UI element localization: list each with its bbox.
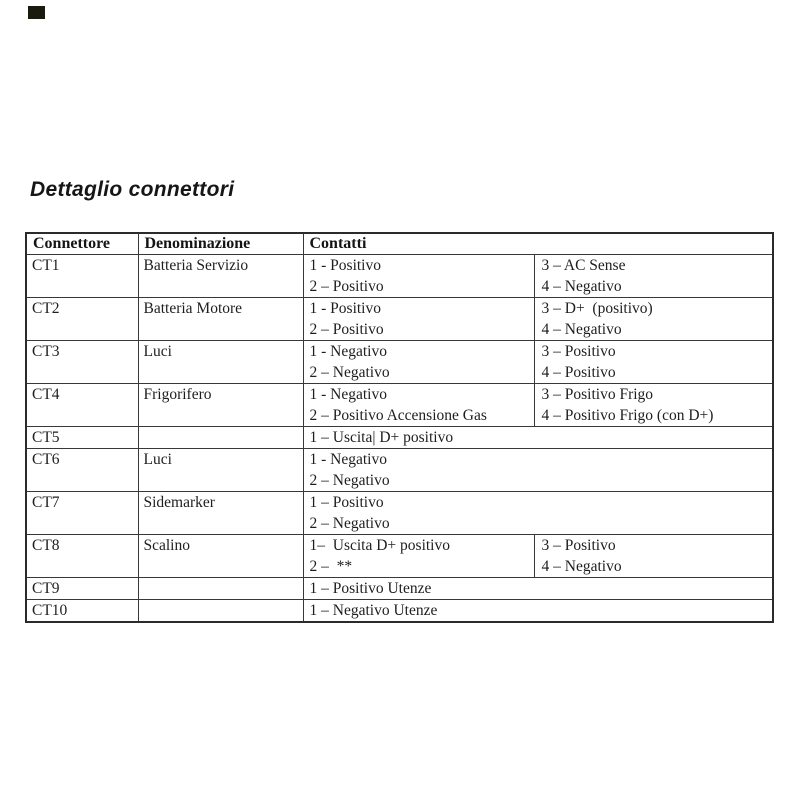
header-row — [26, 233, 773, 255]
connectors-table — [25, 232, 774, 623]
contacts-cell-left — [303, 255, 534, 298]
contacts-cell-left — [303, 427, 773, 449]
contacts-cell-left — [303, 449, 773, 492]
header-connettore: Connettore — [26, 233, 138, 255]
connector-cell: CT8 — [26, 535, 138, 578]
contacts-cell-left — [303, 492, 773, 535]
connector-cell: CT9 — [26, 578, 138, 600]
denomination-cell — [138, 578, 303, 600]
table-row — [26, 449, 773, 492]
contacts-cell-left — [303, 298, 534, 341]
contacts-cell-left — [303, 341, 534, 384]
contact-line: 1 - Negativo — [309, 343, 387, 360]
table-row — [26, 255, 773, 298]
contact-line: 1 - Negativo — [309, 386, 387, 403]
table-row — [26, 341, 773, 384]
contact-line: 3 – AC Sense — [541, 257, 626, 274]
denomination-cell: Batteria Servizio — [138, 255, 303, 298]
contact-line: 1 - Negativo — [309, 451, 387, 468]
contacts-cell-left — [303, 600, 773, 623]
table-row — [26, 535, 773, 578]
contact-line: 1 - Positivo — [309, 300, 381, 317]
connector-cell: CT2 — [26, 298, 138, 341]
page-title: Dettaglio connettori — [30, 178, 235, 201]
contact-line: 1 - Positivo — [309, 257, 381, 274]
connector-cell: CT10 — [26, 600, 138, 623]
table-row — [26, 427, 773, 449]
denomination-cell: Frigorifero — [138, 384, 303, 427]
contact-line: 3 – D+ (positivo) — [541, 300, 653, 317]
connector-cell: CT7 — [26, 492, 138, 535]
contact-line: 4 – Negativo — [541, 278, 622, 295]
contact-line: 2 – Positivo — [309, 278, 384, 295]
contact-line: 1 – Positivo Utenze — [309, 580, 432, 597]
connector-cell: CT3 — [26, 341, 138, 384]
contact-line: 2 – Negativo — [309, 515, 390, 532]
table-row — [26, 492, 773, 535]
contact-line: 1 – Positivo — [309, 494, 384, 511]
contact-line: 2 – Negativo — [309, 472, 390, 489]
contact-line: 4 – Negativo — [541, 558, 622, 575]
contact-line: 1– Uscita D+ positivo — [309, 537, 450, 554]
contact-line: 1 – Negativo Utenze — [309, 602, 438, 619]
contact-line: 3 – Positivo — [541, 537, 616, 554]
contact-line: 4 – Negativo — [541, 321, 622, 338]
contact-line: 2 – Negativo — [309, 364, 390, 381]
denomination-cell: Scalino — [138, 535, 303, 578]
contacts-cell-right — [534, 255, 773, 298]
contacts-cell-left — [303, 384, 534, 427]
denomination-cell: Sidemarker — [138, 492, 303, 535]
contact-line: 3 – Positivo — [541, 343, 616, 360]
connector-cell: CT1 — [26, 255, 138, 298]
contact-line: 4 – Positivo — [541, 364, 616, 381]
table-row — [26, 578, 773, 600]
contact-line: 2 – Positivo — [309, 321, 384, 338]
denomination-cell: Luci — [138, 341, 303, 384]
contact-line: 1 – Uscita| D+ positivo — [309, 429, 454, 446]
table-body — [26, 255, 773, 623]
contacts-cell-right — [534, 535, 773, 578]
denomination-cell: Luci — [138, 449, 303, 492]
contacts-cell-right — [534, 298, 773, 341]
dark-square-mark — [28, 6, 45, 19]
header-denominazione: Denominazione — [138, 233, 303, 255]
table-row — [26, 600, 773, 623]
denomination-cell — [138, 427, 303, 449]
connector-cell: CT6 — [26, 449, 138, 492]
denomination-cell: Batteria Motore — [138, 298, 303, 341]
header-contatti: Contatti — [303, 233, 773, 255]
contacts-cell-left — [303, 578, 773, 600]
contacts-cell-left — [303, 535, 534, 578]
table-header — [26, 233, 773, 255]
connector-cell: CT4 — [26, 384, 138, 427]
contact-line: 4 – Positivo Frigo (con D+) — [541, 407, 714, 424]
denomination-cell — [138, 600, 303, 623]
contact-line: 3 – Positivo Frigo — [541, 386, 654, 403]
contact-line: 2 – Positivo Accensione Gas — [309, 407, 487, 424]
contacts-cell-right — [534, 341, 773, 384]
table-row — [26, 298, 773, 341]
table-row — [26, 384, 773, 427]
connector-cell: CT5 — [26, 427, 138, 449]
contact-line: 2 – ** — [309, 558, 353, 575]
contacts-cell-right — [534, 384, 773, 427]
